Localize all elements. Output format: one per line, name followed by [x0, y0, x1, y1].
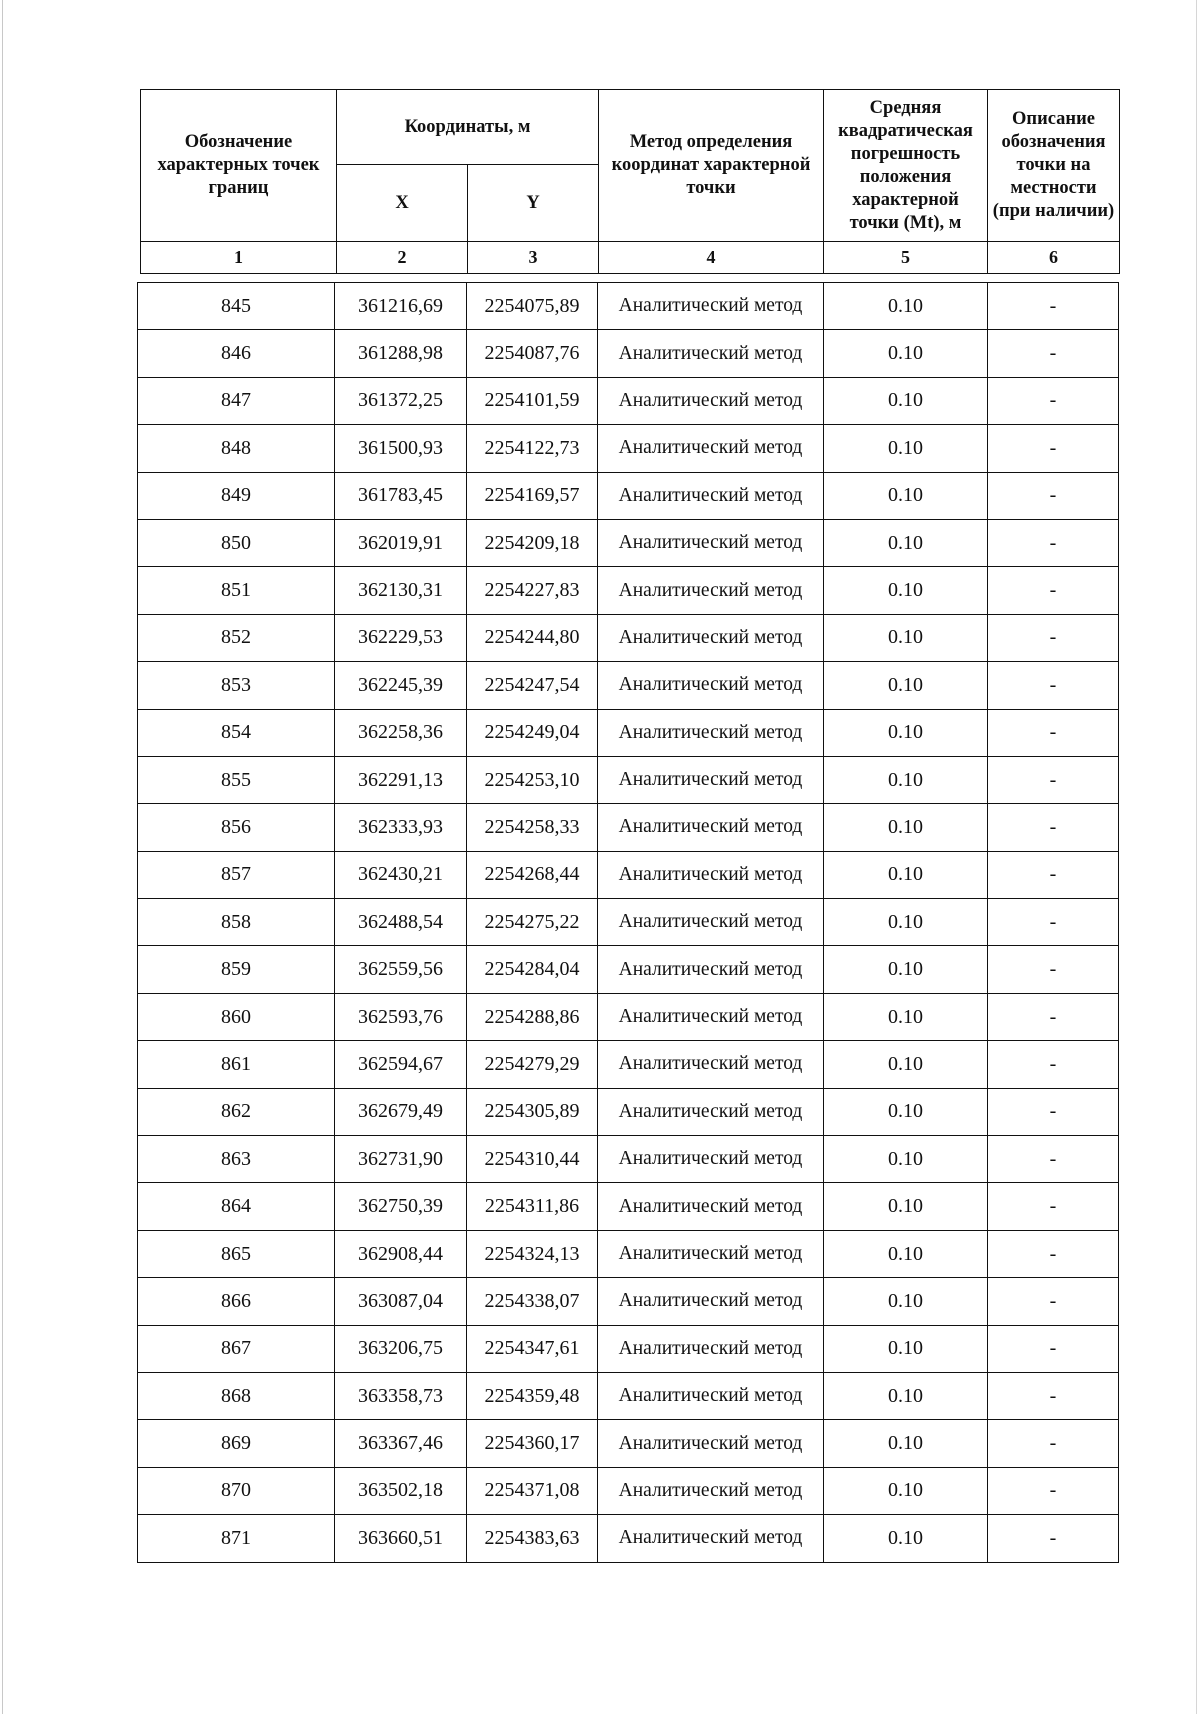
error-cell: 0.10 — [824, 993, 988, 1040]
table-row — [138, 283, 1119, 330]
x-cell: 363367,46 — [335, 1420, 467, 1467]
header-x: X — [337, 165, 468, 242]
table-row — [138, 709, 1119, 756]
method-cell: Аналитический метод — [598, 614, 824, 661]
description-cell: - — [988, 283, 1119, 330]
y-cell: 2254338,07 — [467, 1278, 598, 1325]
y-cell: 2254227,83 — [467, 567, 598, 614]
scan-edge-left — [2, 0, 3, 1714]
point-id-cell: 848 — [138, 425, 335, 472]
point-id-cell: 845 — [138, 283, 335, 330]
error-cell: 0.10 — [824, 330, 988, 377]
description-cell: - — [988, 1278, 1119, 1325]
point-id-cell: 870 — [138, 1467, 335, 1514]
description-cell: - — [988, 709, 1119, 756]
method-cell: Аналитический метод — [598, 1230, 824, 1277]
x-cell: 362731,90 — [335, 1136, 467, 1183]
x-cell: 363206,75 — [335, 1325, 467, 1372]
y-cell: 2254324,13 — [467, 1230, 598, 1277]
description-cell: - — [988, 756, 1119, 803]
x-cell: 362593,76 — [335, 993, 467, 1040]
method-cell: Аналитический метод — [598, 1325, 824, 1372]
table-row — [138, 662, 1119, 709]
points-table — [137, 282, 1119, 1563]
point-id-cell: 858 — [138, 899, 335, 946]
description-cell: - — [988, 567, 1119, 614]
error-cell: 0.10 — [824, 283, 988, 330]
point-id-cell: 853 — [138, 662, 335, 709]
y-cell: 2254169,57 — [467, 472, 598, 519]
description-cell: - — [988, 662, 1119, 709]
method-cell: Аналитический метод — [598, 1467, 824, 1514]
error-cell: 0.10 — [824, 1515, 988, 1562]
y-cell: 2254347,61 — [467, 1325, 598, 1372]
point-id-cell: 864 — [138, 1183, 335, 1230]
method-cell: Аналитический метод — [598, 756, 824, 803]
error-cell: 0.10 — [824, 1183, 988, 1230]
table-row — [138, 993, 1119, 1040]
y-cell: 2254268,44 — [467, 851, 598, 898]
table-row — [138, 1325, 1119, 1372]
point-id-cell: 861 — [138, 1041, 335, 1088]
error-cell: 0.10 — [824, 1420, 988, 1467]
table-row — [138, 472, 1119, 519]
header-num-4: 4 — [599, 242, 824, 274]
description-cell: - — [988, 993, 1119, 1040]
point-id-cell: 871 — [138, 1515, 335, 1562]
point-id-cell: 850 — [138, 519, 335, 566]
method-cell: Аналитический метод — [598, 709, 824, 756]
x-cell: 362594,67 — [335, 1041, 467, 1088]
points-table-body — [138, 283, 1119, 1563]
error-cell: 0.10 — [824, 709, 988, 756]
point-id-cell: 866 — [138, 1278, 335, 1325]
table-row — [138, 425, 1119, 472]
method-cell: Аналитический метод — [598, 1372, 824, 1419]
method-cell: Аналитический метод — [598, 283, 824, 330]
point-id-cell: 852 — [138, 614, 335, 661]
header-num-1: 1 — [141, 242, 337, 274]
error-cell: 0.10 — [824, 1372, 988, 1419]
y-cell: 2254249,04 — [467, 709, 598, 756]
table-row — [138, 377, 1119, 424]
point-id-cell: 869 — [138, 1420, 335, 1467]
y-cell: 2254311,86 — [467, 1183, 598, 1230]
error-cell: 0.10 — [824, 1136, 988, 1183]
table-row — [138, 1088, 1119, 1135]
x-cell: 362559,56 — [335, 946, 467, 993]
table-row — [138, 1230, 1119, 1277]
x-cell: 362908,44 — [335, 1230, 467, 1277]
error-cell: 0.10 — [824, 472, 988, 519]
point-id-cell: 851 — [138, 567, 335, 614]
error-cell: 0.10 — [824, 1325, 988, 1372]
header-num-5: 5 — [824, 242, 988, 274]
x-cell: 362019,91 — [335, 519, 467, 566]
method-cell: Аналитический метод — [598, 472, 824, 519]
method-cell: Аналитический метод — [598, 1183, 824, 1230]
description-cell: - — [988, 1183, 1119, 1230]
table-row — [138, 946, 1119, 993]
header-point-designation: Обозначение характерных точек границ — [141, 90, 337, 242]
x-cell: 361372,25 — [335, 377, 467, 424]
y-cell: 2254258,33 — [467, 804, 598, 851]
description-cell: - — [988, 1420, 1119, 1467]
description-cell: - — [988, 472, 1119, 519]
y-cell: 2254253,10 — [467, 756, 598, 803]
header-point-description: Описание обозначения точки на местности (при наличии) — [988, 90, 1120, 242]
x-cell: 362130,31 — [335, 567, 467, 614]
x-cell: 362750,39 — [335, 1183, 467, 1230]
method-cell: Аналитический метод — [598, 899, 824, 946]
method-cell: Аналитический метод — [598, 1136, 824, 1183]
table-row — [138, 1041, 1119, 1088]
error-cell: 0.10 — [824, 1230, 988, 1277]
error-cell: 0.10 — [824, 425, 988, 472]
table-row — [138, 1420, 1119, 1467]
scan-edge-right — [1196, 0, 1197, 1714]
header-num-3: 3 — [468, 242, 599, 274]
point-id-cell: 867 — [138, 1325, 335, 1372]
error-cell: 0.10 — [824, 756, 988, 803]
point-id-cell: 868 — [138, 1372, 335, 1419]
y-cell: 2254075,89 — [467, 283, 598, 330]
description-cell: - — [988, 1041, 1119, 1088]
error-cell: 0.10 — [824, 1088, 988, 1135]
x-cell: 362291,13 — [335, 756, 467, 803]
method-cell: Аналитический метод — [598, 1088, 824, 1135]
x-cell: 361783,45 — [335, 472, 467, 519]
point-id-cell: 854 — [138, 709, 335, 756]
table-row — [138, 1515, 1119, 1562]
x-cell: 362333,93 — [335, 804, 467, 851]
table-row — [138, 1467, 1119, 1514]
point-id-cell: 855 — [138, 756, 335, 803]
method-cell: Аналитический метод — [598, 1041, 824, 1088]
x-cell: 362430,21 — [335, 851, 467, 898]
description-cell: - — [988, 1136, 1119, 1183]
description-cell: - — [988, 946, 1119, 993]
error-cell: 0.10 — [824, 899, 988, 946]
header-mean-square-error: Средняя квадратическая погрешность положения характерной точки (Mt), м — [824, 90, 988, 242]
header-table — [140, 89, 1120, 274]
method-cell: Аналитический метод — [598, 993, 824, 1040]
x-cell: 363087,04 — [335, 1278, 467, 1325]
description-cell: - — [988, 1515, 1119, 1562]
table-row — [138, 330, 1119, 377]
description-cell: - — [988, 1088, 1119, 1135]
y-cell: 2254305,89 — [467, 1088, 598, 1135]
table-row — [138, 804, 1119, 851]
table-row — [138, 1278, 1119, 1325]
point-id-cell: 860 — [138, 993, 335, 1040]
x-cell: 363502,18 — [335, 1467, 467, 1514]
x-cell: 363358,73 — [335, 1372, 467, 1419]
method-cell: Аналитический метод — [598, 425, 824, 472]
description-cell: - — [988, 614, 1119, 661]
x-cell: 361500,93 — [335, 425, 467, 472]
y-cell: 2254122,73 — [467, 425, 598, 472]
y-cell: 2254359,48 — [467, 1372, 598, 1419]
error-cell: 0.10 — [824, 1467, 988, 1514]
description-cell: - — [988, 804, 1119, 851]
y-cell: 2254310,44 — [467, 1136, 598, 1183]
point-id-cell: 865 — [138, 1230, 335, 1277]
y-cell: 2254279,29 — [467, 1041, 598, 1088]
point-id-cell: 859 — [138, 946, 335, 993]
point-id-cell: 856 — [138, 804, 335, 851]
y-cell: 2254101,59 — [467, 377, 598, 424]
x-cell: 362245,39 — [335, 662, 467, 709]
point-id-cell: 847 — [138, 377, 335, 424]
method-cell: Аналитический метод — [598, 1515, 824, 1562]
y-cell: 2254284,04 — [467, 946, 598, 993]
header-num-2: 2 — [337, 242, 468, 274]
error-cell: 0.10 — [824, 804, 988, 851]
table-row — [138, 1183, 1119, 1230]
x-cell: 362229,53 — [335, 614, 467, 661]
table-row — [138, 851, 1119, 898]
y-cell: 2254360,17 — [467, 1420, 598, 1467]
method-cell: Аналитический метод — [598, 946, 824, 993]
error-cell: 0.10 — [824, 1041, 988, 1088]
y-cell: 2254383,63 — [467, 1515, 598, 1562]
y-cell: 2254087,76 — [467, 330, 598, 377]
error-cell: 0.10 — [824, 567, 988, 614]
x-cell: 361216,69 — [335, 283, 467, 330]
method-cell: Аналитический метод — [598, 1420, 824, 1467]
error-cell: 0.10 — [824, 614, 988, 661]
y-cell: 2254247,54 — [467, 662, 598, 709]
table-row — [138, 1136, 1119, 1183]
x-cell: 362488,54 — [335, 899, 467, 946]
table-row — [138, 567, 1119, 614]
description-cell: - — [988, 1372, 1119, 1419]
x-cell: 361288,98 — [335, 330, 467, 377]
header-y: Y — [468, 165, 599, 242]
description-cell: - — [988, 377, 1119, 424]
error-cell: 0.10 — [824, 946, 988, 993]
table-row — [138, 614, 1119, 661]
description-cell: - — [988, 851, 1119, 898]
x-cell: 362679,49 — [335, 1088, 467, 1135]
method-cell: Аналитический метод — [598, 567, 824, 614]
description-cell: - — [988, 1230, 1119, 1277]
table-row — [138, 899, 1119, 946]
error-cell: 0.10 — [824, 377, 988, 424]
point-id-cell: 857 — [138, 851, 335, 898]
table-row — [138, 756, 1119, 803]
error-cell: 0.10 — [824, 662, 988, 709]
error-cell: 0.10 — [824, 851, 988, 898]
point-id-cell: 846 — [138, 330, 335, 377]
description-cell: - — [988, 330, 1119, 377]
method-cell: Аналитический метод — [598, 851, 824, 898]
error-cell: 0.10 — [824, 519, 988, 566]
y-cell: 2254209,18 — [467, 519, 598, 566]
table-row — [138, 519, 1119, 566]
y-cell: 2254371,08 — [467, 1467, 598, 1514]
method-cell: Аналитический метод — [598, 1278, 824, 1325]
y-cell: 2254275,22 — [467, 899, 598, 946]
method-cell: Аналитический метод — [598, 662, 824, 709]
point-id-cell: 849 — [138, 472, 335, 519]
method-cell: Аналитический метод — [598, 519, 824, 566]
error-cell: 0.10 — [824, 1278, 988, 1325]
header-num-6: 6 — [988, 242, 1120, 274]
header-method: Метод определения координат характерной точки — [599, 90, 824, 242]
point-id-cell: 862 — [138, 1088, 335, 1135]
y-cell: 2254288,86 — [467, 993, 598, 1040]
description-cell: - — [988, 1325, 1119, 1372]
method-cell: Аналитический метод — [598, 804, 824, 851]
method-cell: Аналитический метод — [598, 377, 824, 424]
x-cell: 363660,51 — [335, 1515, 467, 1562]
description-cell: - — [988, 899, 1119, 946]
description-cell: - — [988, 1467, 1119, 1514]
description-cell: - — [988, 519, 1119, 566]
table-row — [138, 1372, 1119, 1419]
description-cell: - — [988, 425, 1119, 472]
point-id-cell: 863 — [138, 1136, 335, 1183]
y-cell: 2254244,80 — [467, 614, 598, 661]
method-cell: Аналитический метод — [598, 330, 824, 377]
x-cell: 362258,36 — [335, 709, 467, 756]
header-coordinates: Координаты, м — [337, 90, 599, 165]
